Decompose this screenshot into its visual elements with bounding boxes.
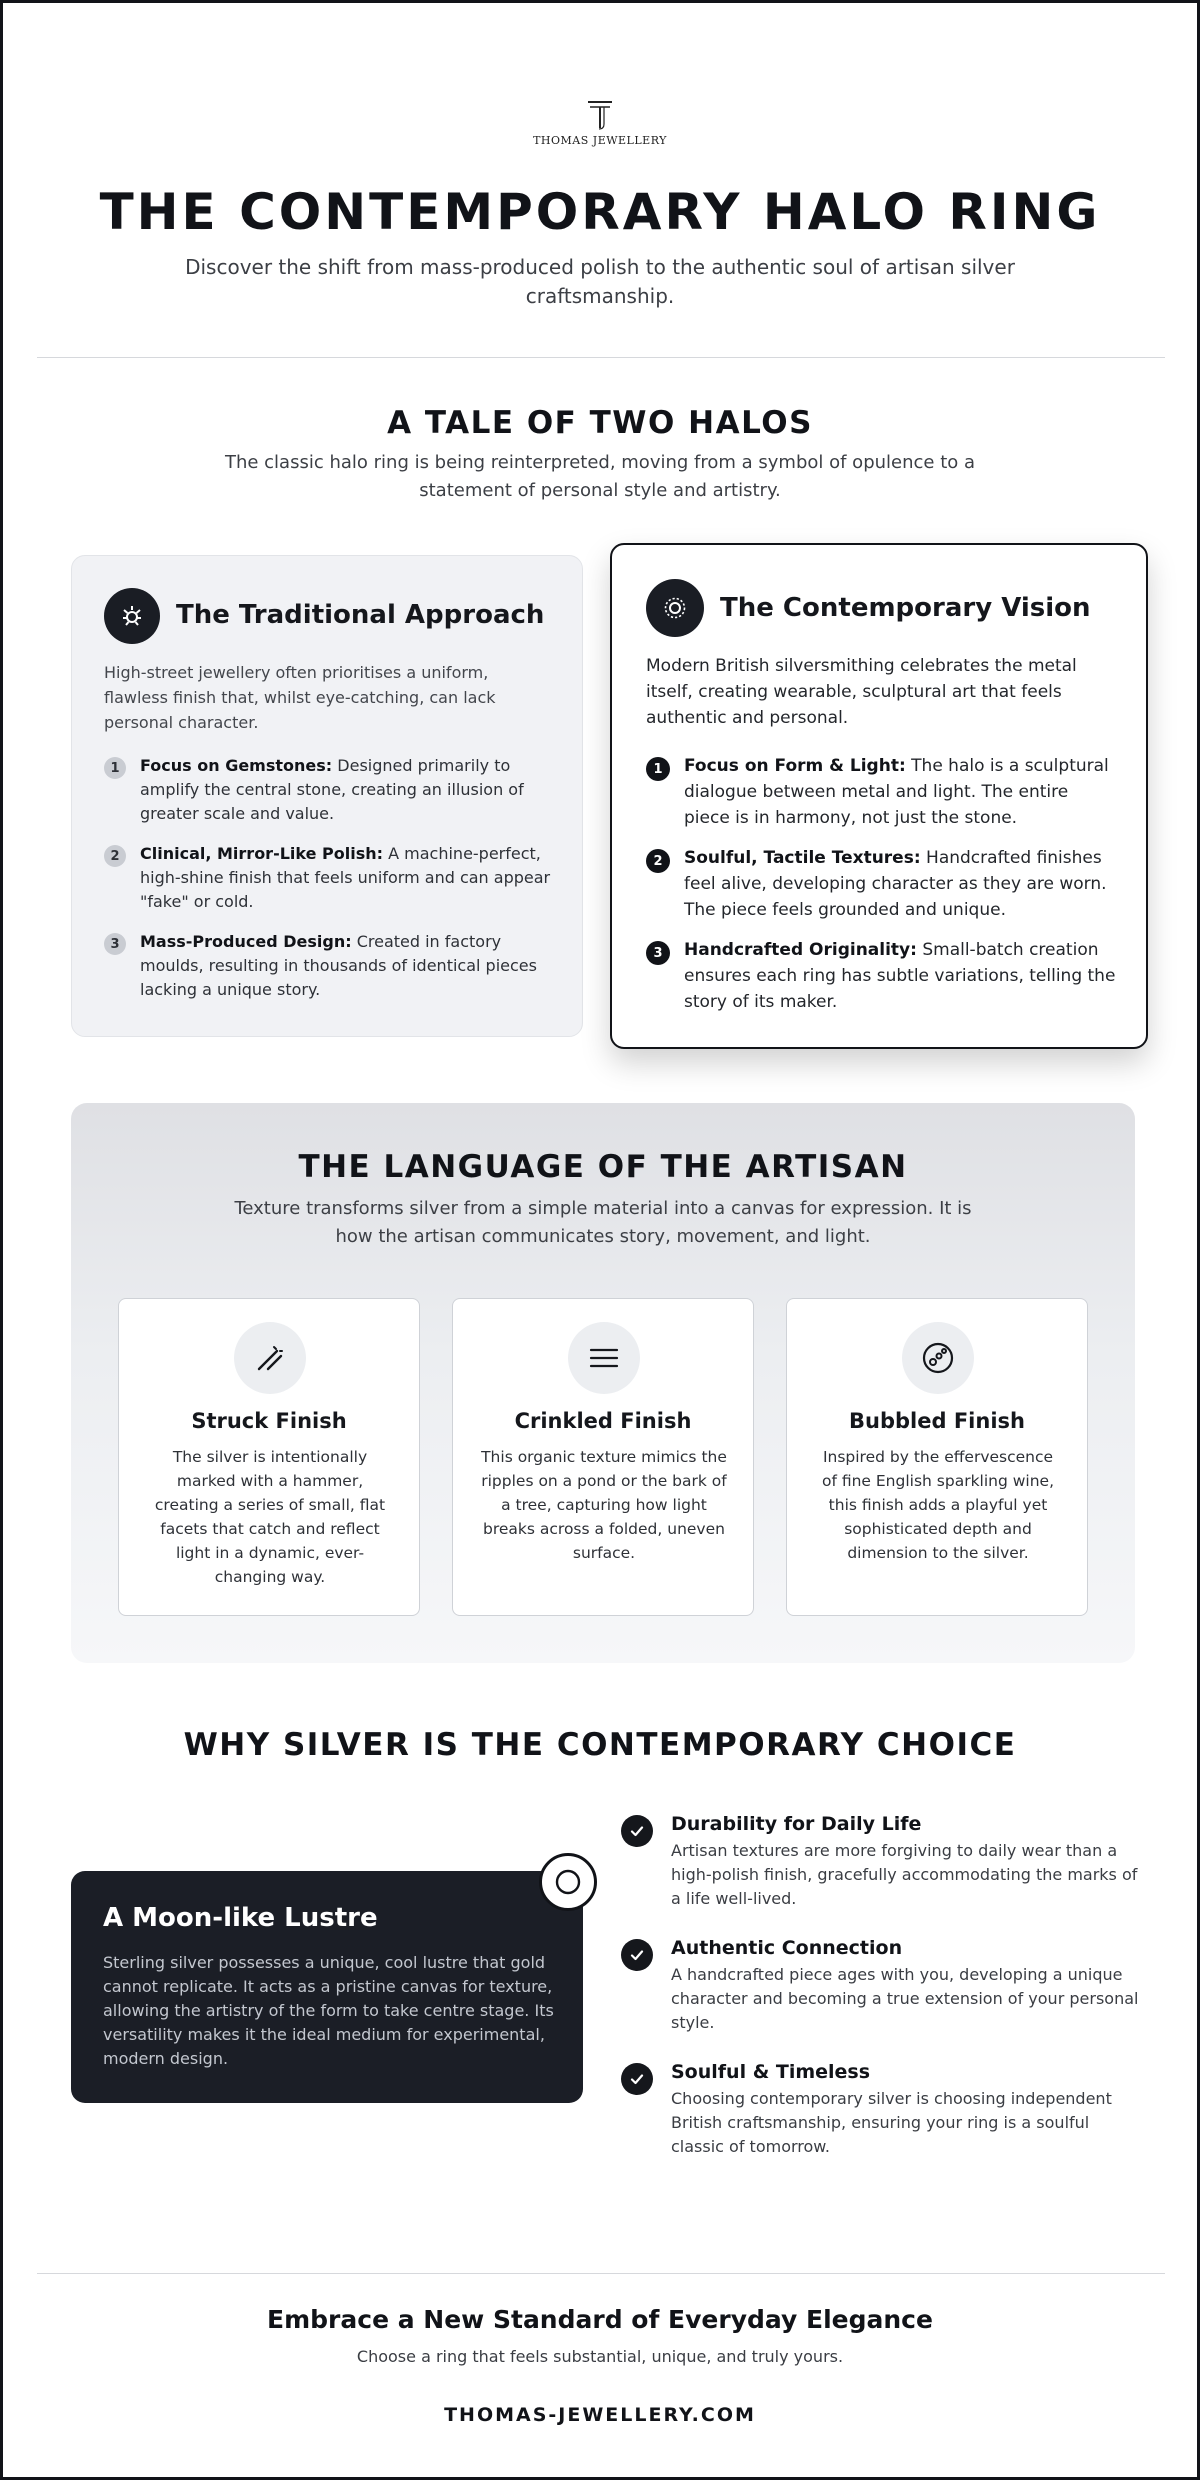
item-label: Soulful, Tactile Textures: xyxy=(684,848,921,868)
texture-description: This organic texture mimics the ripples on a pond or the bark of a tree, capturing how light breaks across a folded, uneven surface. xyxy=(481,1448,727,1562)
benefit-timeless xyxy=(621,2059,1141,2159)
brand-logo[interactable] xyxy=(3,98,1197,147)
list-item xyxy=(646,937,1116,1015)
traditional-card xyxy=(71,555,583,1037)
silver-title: WHY SILVER IS THE CONTEMPORARY CHOICE xyxy=(183,1727,1017,1763)
benefit-title: Durability for Daily Life xyxy=(671,1813,922,1835)
list-item xyxy=(646,753,1116,831)
tj-monogram-icon xyxy=(570,98,630,132)
item-text: Created in factory moulds, resulting in thousands of identical pieces lacking a unique story. xyxy=(140,932,537,999)
divider xyxy=(37,2273,1165,2274)
texture-card-bubbled xyxy=(786,1298,1088,1616)
page-subtitle: Discover the shift from mass-produced polish to the authentic soul of artisan silver craftsmanship. xyxy=(185,255,1015,308)
step-number: 1 xyxy=(646,757,670,781)
artisan-panel xyxy=(71,1103,1135,1663)
contemporary-intro: Modern British silversmithing celebrates the metal itself, creating wearable, sculptural art that feels authentic and personal. xyxy=(646,656,1077,728)
step-number: 2 xyxy=(646,849,670,873)
item-text: The halo is a sculptural dialogue between metal and light. The entire piece is in harmony, not just the stone. xyxy=(684,756,1109,828)
contemporary-list xyxy=(646,753,1116,1015)
step-number: 2 xyxy=(104,845,126,867)
logo-text: THOMAS JEWELLERY xyxy=(533,134,667,147)
lustre-description: Sterling silver possesses a unique, cool lustre that gold cannot replicate. It acts as a pristine canvas for texture, allowing the artistry of the form to take centre stage. Its versatility makes it the ideal medium for experimental, modern design. xyxy=(103,1953,554,2068)
footer-subtitle: Choose a ring that feels substantial, unique, and truly yours. xyxy=(356,2347,844,2366)
artisan-subtitle: Texture transforms silver from a simple material into a canvas for expression. It is how the artisan communicates story, movement, and light. xyxy=(234,1198,972,1247)
benefit-title: Authentic Connection xyxy=(671,1937,903,1959)
bug-spark-icon xyxy=(104,588,160,644)
item-label: Clinical, Mirror-Like Polish: xyxy=(140,844,384,863)
texture-title: Crinkled Finish xyxy=(514,1409,692,1433)
divider xyxy=(37,357,1165,358)
item-label: Focus on Gemstones: xyxy=(140,756,333,775)
item-label: Mass-Produced Design: xyxy=(140,932,352,951)
list-item xyxy=(104,842,556,914)
item-text: Small-batch creation ensures each ring has subtle variations, telling the story of its maker. xyxy=(684,940,1116,1012)
benefit-description: Choosing contemporary silver is choosing independent British craftsmanship, ensuring your ring is a soulful classic of tomorrow. xyxy=(671,2089,1112,2156)
contemporary-card xyxy=(610,543,1148,1049)
benefit-description: A handcrafted piece ages with you, developing a unique character and becoming a true extension of your personal style. xyxy=(671,1965,1139,2032)
lustre-card xyxy=(71,1871,583,2103)
halos-subtitle: The classic halo ring is being reinterpreted, moving from a symbol of opulence to a statement of personal style and artistry. xyxy=(224,452,976,501)
texture-card-crinkled xyxy=(452,1298,754,1616)
list-item xyxy=(104,754,556,826)
list-item xyxy=(646,845,1116,923)
traditional-intro: High-street jewellery often prioritises a uniform, flawless finish that, whilst eye-catching, can lack personal character. xyxy=(104,663,496,732)
bubbles-icon xyxy=(902,1322,974,1394)
benefit-title: Soulful & Timeless xyxy=(671,2061,871,2083)
step-number: 3 xyxy=(646,941,670,965)
item-label: Focus on Form & Light: xyxy=(684,756,906,776)
list-item xyxy=(104,930,556,1002)
hammer-strike-icon xyxy=(234,1322,306,1394)
website-link[interactable]: THOMAS-JEWELLERY.COM xyxy=(444,2404,756,2426)
footer-title: Embrace a New Standard of Everyday Elegance xyxy=(267,2305,933,2334)
moon-ring-icon xyxy=(539,1853,597,1911)
page-title: THE CONTEMPORARY HALO RING xyxy=(99,183,1101,241)
wavy-lines-icon xyxy=(568,1322,640,1394)
check-icon xyxy=(621,2063,653,2095)
texture-description: The silver is intentionally marked with a hammer, creating a series of small, flat facets that catch and reflect light in a dynamic, ever-changing way. xyxy=(154,1448,386,1586)
item-text: A machine-perfect, high-shine finish that feels uniform and can appear "fake" or cold. xyxy=(140,844,551,911)
item-text: Designed primarily to amplify the central stone, creating an illusion of greater scale and value. xyxy=(140,756,524,823)
lustre-title: A Moon-like Lustre xyxy=(103,1903,378,1933)
step-number: 3 xyxy=(104,933,126,955)
artisan-title: THE LANGUAGE OF THE ARTISAN xyxy=(298,1149,908,1185)
halos-title: A TALE OF TWO HALOS xyxy=(387,405,813,441)
contemporary-title: The Contemporary Vision xyxy=(720,593,1091,623)
traditional-list xyxy=(104,754,556,1002)
texture-title: Bubbled Finish xyxy=(849,1409,1025,1433)
item-label: Handcrafted Originality: xyxy=(684,940,917,960)
texture-card-struck xyxy=(118,1298,420,1616)
texture-title: Struck Finish xyxy=(191,1409,347,1433)
benefit-description: Artisan textures are more forgiving to daily wear than a high-polish finish, gracefully accommodating the marks of a life well-lived. xyxy=(671,1841,1138,1908)
benefit-durability xyxy=(621,1811,1141,1911)
check-icon xyxy=(621,1939,653,1971)
benefit-connection xyxy=(621,1935,1141,2035)
step-number: 1 xyxy=(104,757,126,779)
item-text: Handcrafted finishes feel alive, developing character as they are worn. The piece feels grounded and unique. xyxy=(684,848,1107,920)
traditional-title: The Traditional Approach xyxy=(176,600,545,630)
halo-ring-icon xyxy=(646,579,704,637)
check-icon xyxy=(621,1815,653,1847)
texture-description: Inspired by the effervescence of fine English sparkling wine, this finish adds a playful yet sophisticated depth and dimension to the silver. xyxy=(821,1448,1055,1562)
